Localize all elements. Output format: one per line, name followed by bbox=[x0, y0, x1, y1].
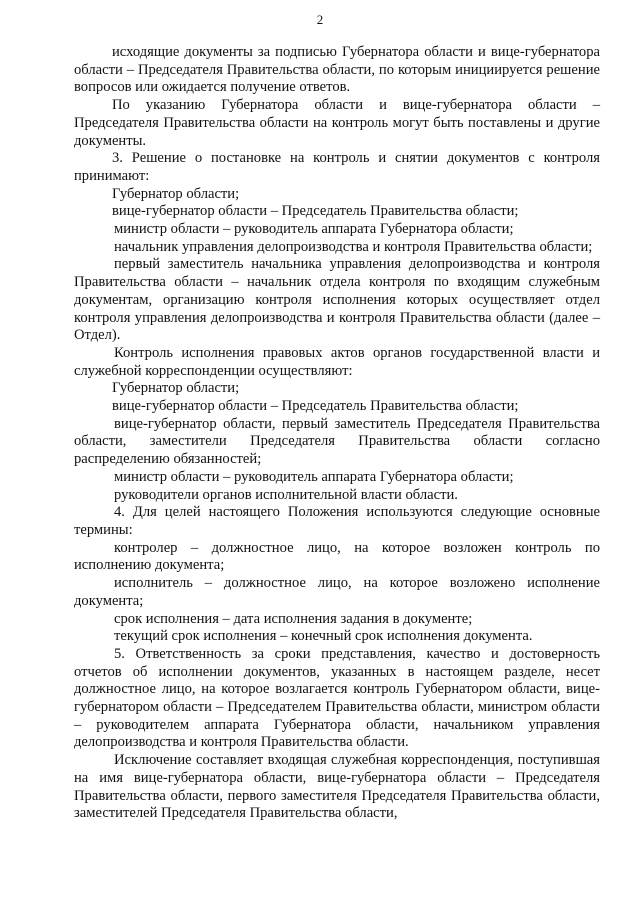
paragraph: вице-губернатор области – Председатель Правительства области; bbox=[112, 203, 519, 220]
paragraph: руководители органов исполнительной власти области. bbox=[114, 486, 458, 503]
paragraph: Исключение составляет входящая служебная корреспонденция, поступившая на имя вице-губернатора области, вице-губернатора области – Председателя Правительства области, первого заместителя Председателя Правительства области, заместителей Председателя Правительства области, bbox=[74, 752, 600, 822]
document-body bbox=[74, 44, 600, 823]
paragraph: Контроль исполнения правовых актов органов государственной власти и служебной корреспонденции осуществляют: bbox=[74, 344, 600, 379]
paragraph: исходящие документы за подписью Губернатора области и вице-губернатора области – Председателя Правительства области, по которым инициируется решение вопросов или ожидается получение ответов. bbox=[74, 44, 600, 96]
paragraph: Губернатор области; bbox=[112, 380, 240, 397]
paragraph: 4. Для целей настоящего Положения используются следующие основные термины: bbox=[74, 504, 600, 538]
paragraph: вице-губернатор области, первый заместитель Председателя Правительства области, заместители Председателя Правительства области согласно распределению обязанностей; bbox=[74, 415, 600, 468]
paragraph: срок исполнения – дата исполнения задания в документе; bbox=[114, 610, 473, 627]
paragraph: исполнитель – должностное лицо, на которое возложено исполнение документа; bbox=[74, 575, 600, 609]
paragraph: начальник управления делопроизводства и контроля Правительства области; bbox=[114, 238, 593, 255]
paragraph: текущий срок исполнения – конечный срок исполнения документа. bbox=[114, 628, 533, 645]
paragraph: Губернатор области; bbox=[112, 185, 240, 202]
paragraph: 3. Решение о постановке на контроль и снятии документов с контроля принимают: bbox=[74, 150, 600, 184]
page-number: 2 bbox=[316, 12, 324, 27]
paragraph: первый заместитель начальника управления делопроизводства и контроля Правительства области – начальник отдела контроля по входящим служебным документам, организацию контроля исполнения которых осуществляет отдел контроля управления делопроизводства и контроля Правительства области (далее – Отдел). bbox=[74, 256, 600, 344]
paragraph: контролер – должностное лицо, на которое возложен контроль по исполнению документа; bbox=[74, 539, 600, 574]
paragraph: По указанию Губернатора области и вице-губернатора области – Председателя Правительства области на контроль могут быть поставлены и другие документы. bbox=[74, 97, 600, 149]
paragraph: министр области – руководитель аппарата Губернатора области; bbox=[114, 221, 514, 238]
paragraph: вице-губернатор области – Председатель Правительства области; bbox=[112, 398, 519, 415]
paragraph: министр области – руководитель аппарата Губернатора области; bbox=[114, 468, 514, 485]
paragraph: 5. Ответственность за сроки представления, качество и достоверность отчетов об исполнении документов, указанных в настоящем разделе, несет должностное лицо, на которое возлагается контроль Губернатором области, вице-губернатором области – Председателем Правительства области, министром области – руководителем аппарата Губернатора области, начальником управления делопроизводства и контроля Правительства области. bbox=[74, 645, 600, 751]
